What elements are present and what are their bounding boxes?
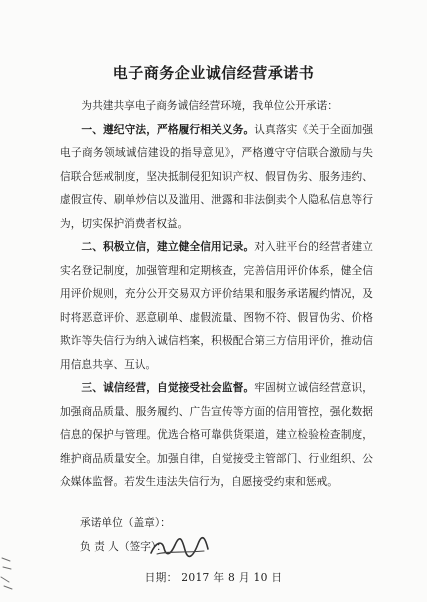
person-sign-label: 负 责 人（签字）： (80, 540, 167, 553)
document-title: 电子商务企业诚信经营承诺书 (112, 64, 315, 82)
section-three-heading: 三、诚信经营，自觉接受社会监督。 (81, 381, 255, 394)
section-one-body: 认真落实《关于全面加强电子商务领域诚信建设的指导意见》，严格遵守守信联合激励与失信联合惩戒制度，坚决抵制侵犯知识产权、假冒伪劣、服务违约、虚假宣传、刷单炒信以及滥用、泄露和非法倒卖个人隐私信息等行为，切实保护消费者权益。 (60, 122, 373, 230)
edge-mark-icon (0, 555, 14, 591)
section-three-body: 牢固树立诚信经营意识，加强商品质量、服务履约、广告宣传等方面的信用管控，强化数据信息的保护与管理。优选合格可靠供货渠道，建立检验检查制度，维护商品质量安全。加强自律，自觉接受主管部门、行业组织、公众媒体监督。若发生违法失信行为，自愿接受约束和惩戒。 (60, 381, 373, 488)
section-one-heading: 一、遵纪守法，严格履行相关义务。 (81, 122, 255, 136)
signature-block (80, 511, 360, 559)
unit-stamp-label: 承诺单位（盖章）： (80, 516, 171, 529)
section-two-heading: 二、积极立信，建立健全信用记录。 (81, 240, 255, 253)
section-two-body: 对入驻平台的经营者建立实名登记制度，加强管理和定期核查，完善信用评价体系，健全信用评价规则，充分公开交易双方评价结果和服务承诺履约情况，及时将恶意评价、恶意刷单、虚假流量、图物不符、假冒伪劣、价格欺诈等失信行为纳入诚信档案，积极配合第三方信用评价，推动信用信息共享、互认。 (60, 240, 373, 371)
section-two (60, 235, 373, 376)
section-three (60, 376, 373, 494)
intro-paragraph: 为共建共享电子商务诚信经营环境，我单位公开承诺： (81, 99, 338, 112)
handwritten-signature (148, 536, 210, 560)
section-one (60, 118, 373, 236)
document-body (60, 94, 373, 494)
date-line: 日期： 2017 年 8 月 10 日 (144, 571, 283, 584)
